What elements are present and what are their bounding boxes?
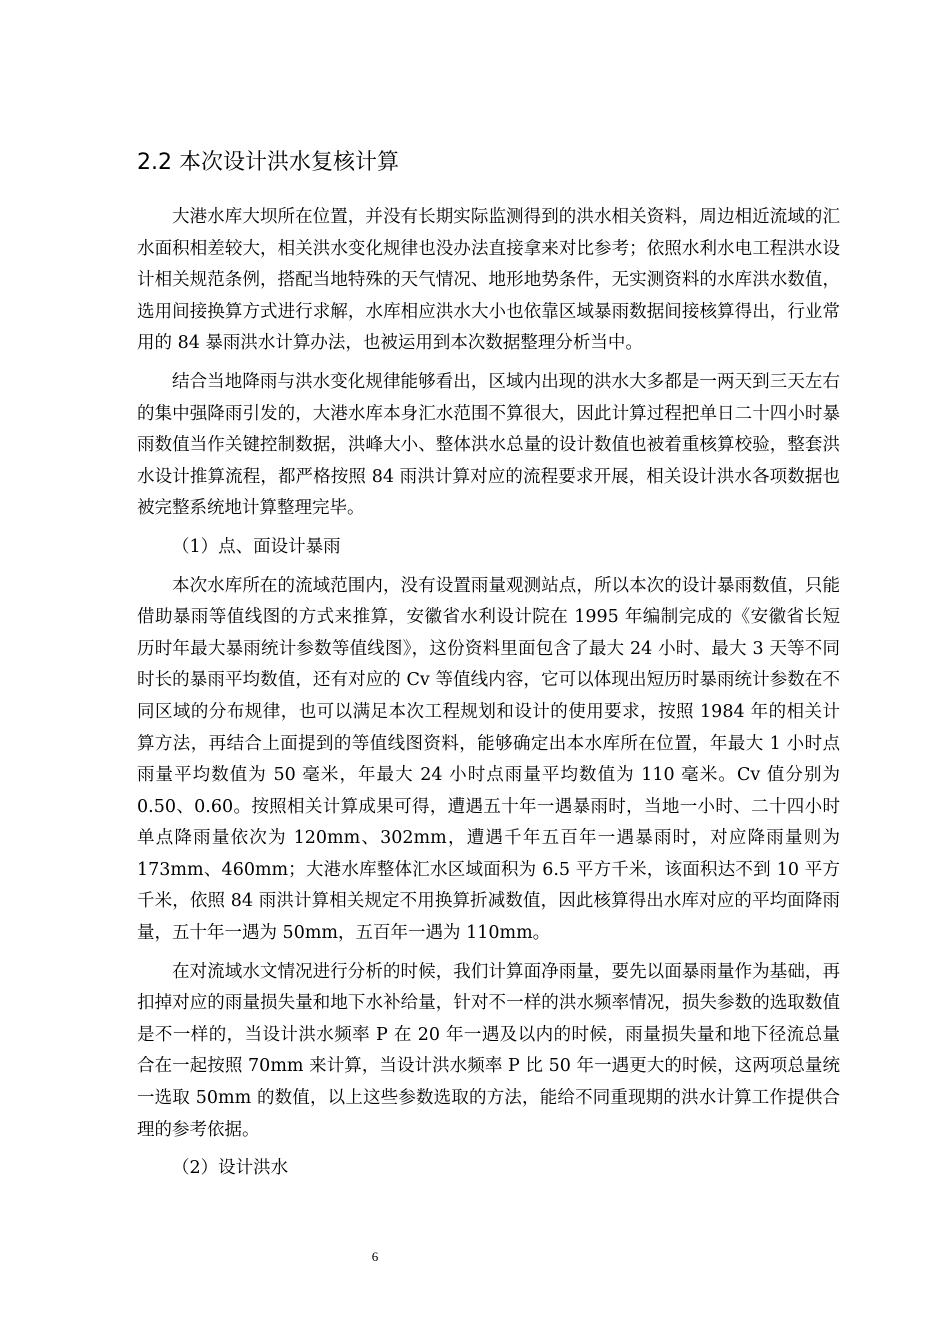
- subsection-heading-design-rainstorm: （1）点、面设计暴雨: [172, 536, 341, 557]
- paragraph-rainfall-pattern: 结合当地降雨与洪水变化规律能够看出，区域内出现的洪水大多都是一两天到三天左右的集中强降雨引发的，大港水库本身汇水范围不算很大，因此计算过程把单日二十四小时暴雨数值当作关键控制数据，洪峰大小、整体洪水总量的设计数值也被着重核算校验，整套洪水设计推算流程，都严格按照 84 雨洪计算对应的流程要求开展，相关设计洪水各项数据也被完整系统地计算整理完毕。: [137, 371, 840, 519]
- page-number: 6: [371, 1249, 379, 1264]
- page-content: [137, 148, 840, 1192]
- paragraph-intro: 大港水库大坝所在位置，并没有长期实际监测得到的洪水相关资料，周边相近流域的汇水面积相差较大，相关洪水变化规律也没办法直接拿来对比参考；依照水利水电工程洪水设计相关规范条例，搭配当地特殊的天气情况、地形地势条件，无实测资料的水库洪水数值，选用间接换算方式进行求解，水库相应洪水大小也依靠区域暴雨数据间接核算得出，行业常用的 84 暴雨洪水计算办法，也被运用到本次数据整理分析当中。: [137, 207, 840, 354]
- paragraph-net-rainfall: 在对流域水文情况进行分析的时候，我们计算面净雨量，要先以面暴雨量作为基础，再扣掉对应的雨量损失量和地下水补给量，针对不一样的洪水频率情况，损失参数的选取数值是不一样的，当设计洪水频率 P 在 20 年一遇及以内的时候，雨量损失量和地下径流总量合在一起按照 70mm 来计算，当设计洪水频率 P 比 50 年一遇更大的时候，这两项总量统一选取 50mm 的数值，以上这些参数选取的方法，能给不同重现期的洪水计算工作提供合理的参考依据。: [137, 961, 840, 1140]
- paragraph-design-rainstorm: 本次水库所在的流域范围内，没有设置雨量观测站点，所以本次的设计暴雨数值，只能借助暴雨等值线图的方式来推算，安徽省水利设计院在 1995 年编制完成的《安徽省长短历时年最大暴雨统计参数等值线图》，这份资料里面包含了最大 24 小时、最大 3 天等不同时长的暴雨平均数值，还有对应的 Cv 等值线内容，它可以体现出短历时暴雨统计参数在不同区域的分布规律，也可以满足本次工程规划和设计的使用要求，按照 1984 年的相关计算方法，再结合上面提到的等值线图资料，能够确定出本水库所在位置，年最大 1 小时点雨量平均数值为 50 毫米，年最大 24 小时点雨量平均数值为 110 毫米。Cv 值分别为 0.50、0.60。按照相关计算成果可得，遭遇五十年一遇暴雨时，当地一小时、二十四小时单点降雨量依次为 120mm、302mm，遭遇千年五百年一遇暴雨时，对应降雨量则为 173mm、460mm；大港水库整体汇水区域面积为 6.5 平方千米，该面积达不到 10 平方千米，依照 84 雨洪计算相关规定不用换算折减数值，因此核算得出水库对应的平均面降雨量，五十年一遇为 50mm，五百年一遇为 110mm。: [137, 575, 840, 944]
- subsection-heading-design-flood: （2）设计洪水: [172, 1158, 289, 1179]
- section-heading: 2.2 本次设计洪水复核计算: [137, 150, 399, 175]
